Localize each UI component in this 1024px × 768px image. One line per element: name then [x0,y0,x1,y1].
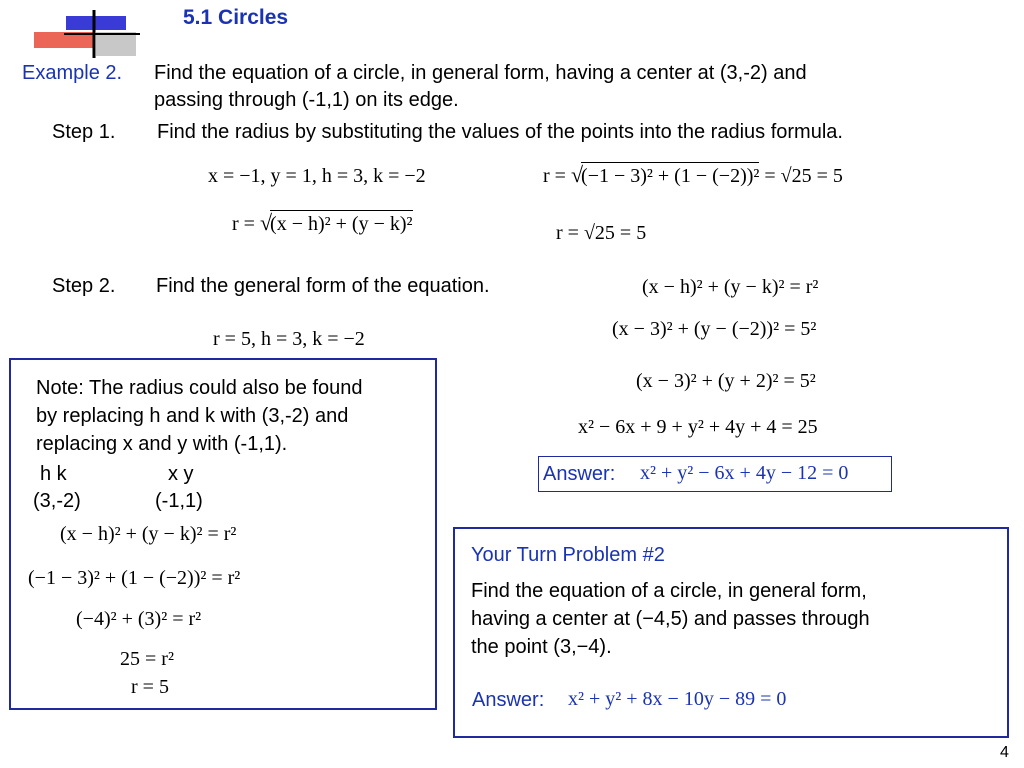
page-number: 4 [1000,744,1009,761]
your-turn-line1: Find the equation of a circle, in general form, [471,580,867,602]
note-xy-values: (-1,1) [155,490,203,512]
note-hk-values: (3,-2) [33,490,81,512]
radius-substitution: r = √(−1 − 3)² + (1 − (−2))² = √25 = 5 [543,162,843,187]
example-line1: Find the equation of a circle, in general form, having a center at (3,-2) and [154,62,807,84]
radius-substitution-rhs: = √25 = 5 [764,165,843,187]
equation-simplified: (x − 3)² + (y + 2)² = 5² [636,370,816,392]
your-turn-title: Your Turn Problem #2 [471,544,665,566]
answer-equation: x² + y² − 6x + 4y − 12 = 0 [640,462,849,484]
page-title: 5.1 Circles [183,6,289,29]
example-label: Example 2. [22,62,123,84]
step1-label: Step 1. [52,121,116,143]
radius-formula-body: (x − h)² + (y − k)² [270,210,412,236]
step2-given: r = 5, h = 3, k = −2 [213,328,365,350]
your-turn-answer-label: Answer: [472,689,545,711]
note-line1: Note: The radius could also be found [36,377,363,399]
radius-substitution-lhs: r = [543,165,566,187]
logo-graphic [30,8,140,58]
equation-standard: (x − h)² + (y − k)² = r² [642,276,819,298]
note-eq4: 25 = r² [120,648,174,670]
note-eq5: r = 5 [131,676,169,698]
your-turn-answer: x² + y² + 8x − 10y − 89 = 0 [568,688,787,710]
radius-formula: r = √(x − h)² + (y − k)² [232,210,413,235]
note-hk-label: h k [40,463,67,485]
step1-given: x = −1, y = 1, h = 3, k = −2 [208,165,426,187]
note-line3: replacing x and y with (-1,1). [36,433,288,455]
step1-text: Find the radius by substituting the values of the points into the radius formula. [157,121,843,143]
step2-label: Step 2. [52,275,116,297]
note-line2: by replacing h and k with (3,-2) and [36,405,349,427]
answer-label: Answer: [543,463,616,485]
note-xy-label: x y [168,463,194,485]
logo [30,8,140,58]
your-turn-line2: having a center at (−4,5) and passes through [471,608,870,630]
radius-result: r = √25 = 5 [556,222,647,244]
note-eq3: (−4)² + (3)² = r² [76,608,202,630]
radius-substitution-body: (−1 − 3)² + (1 − (−2))² [581,162,759,188]
equation-substituted: (x − 3)² + (y − (−2))² = 5² [612,318,817,340]
step2-text: Find the general form of the equation. [156,275,490,297]
radius-formula-lhs: r = [232,213,255,235]
example-line2: passing through (-1,1) on its edge. [154,89,459,111]
your-turn-line3: the point (3,−4). [471,636,612,658]
note-eq2: (−1 − 3)² + (1 − (−2))² = r² [28,567,241,589]
equation-expanded: x² − 6x + 9 + y² + 4y + 4 = 25 [578,416,818,438]
note-eq1: (x − h)² + (y − k)² = r² [60,523,237,545]
